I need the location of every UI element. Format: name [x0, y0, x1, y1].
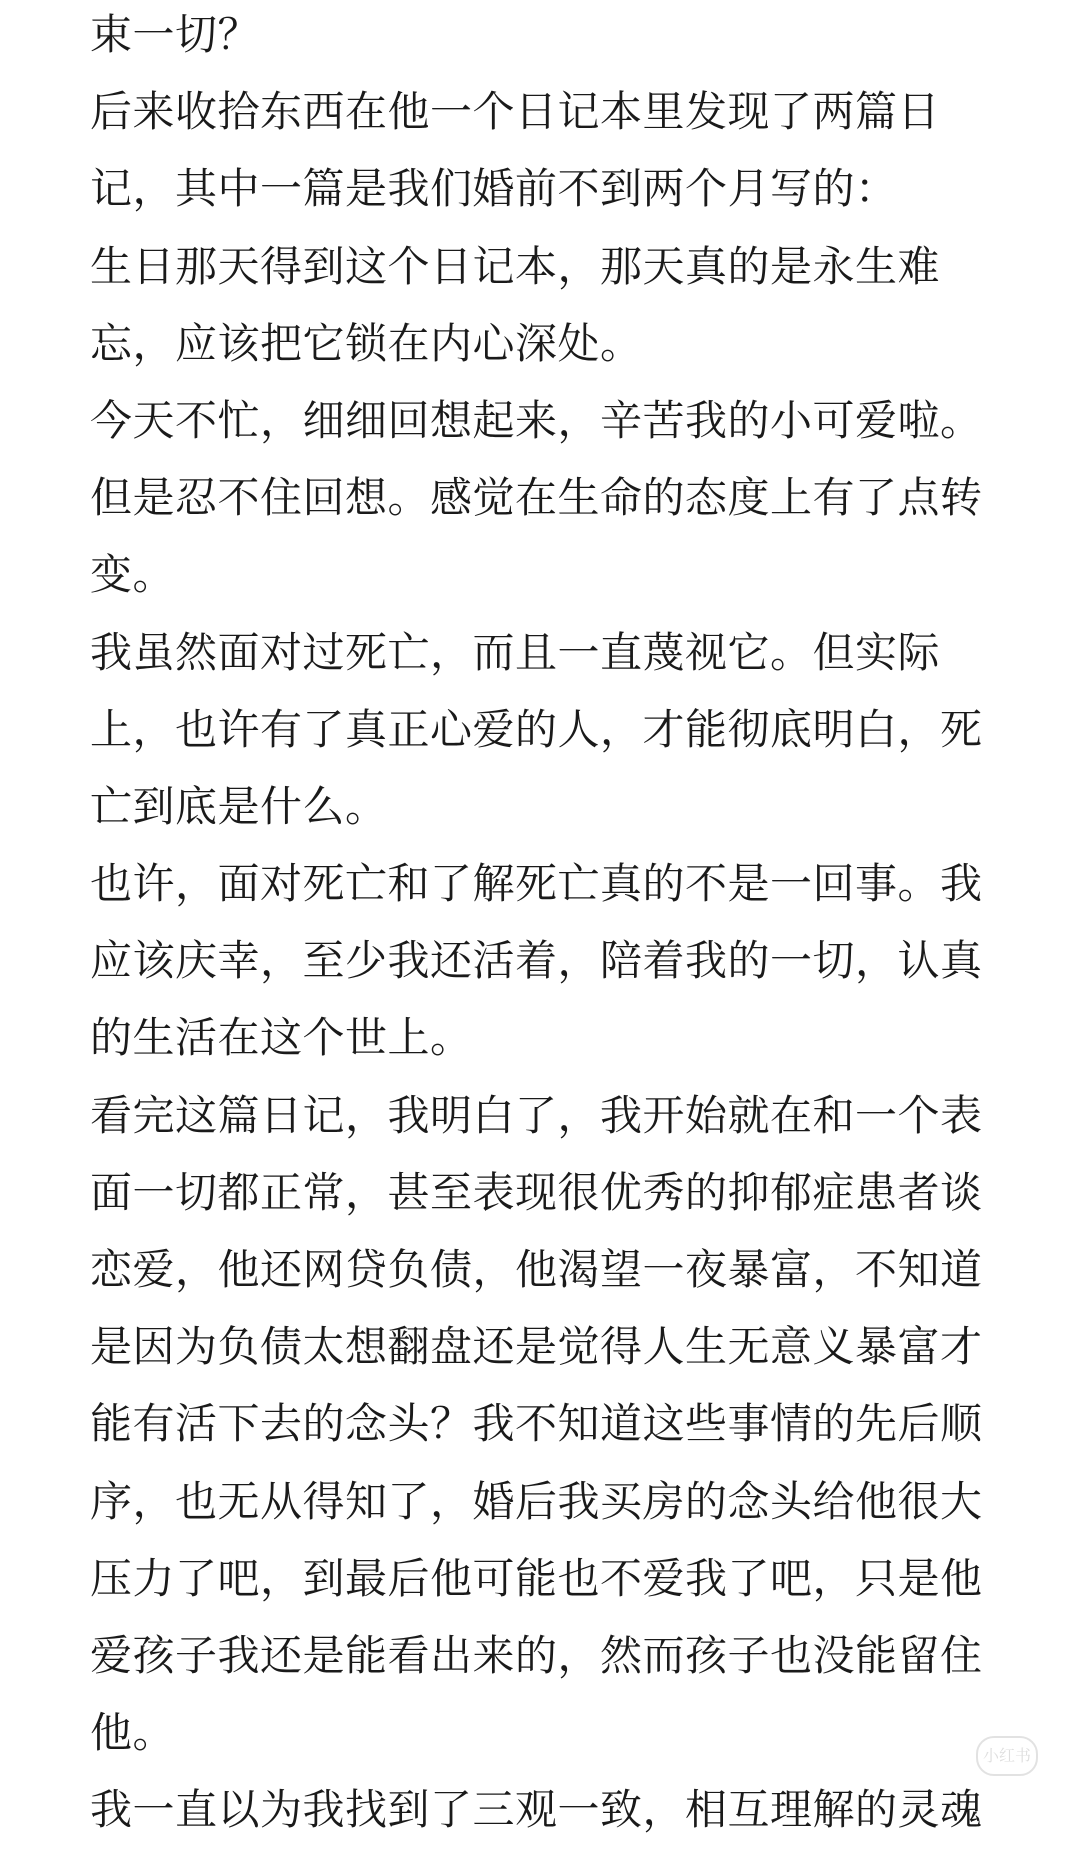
article-line: 变。 — [90, 550, 176, 600]
article-line: 但是忍不住回想。感觉在生命的态度上有了点转 — [90, 473, 983, 523]
article-line: 是因为负债太想翻盘还是觉得人生无意义暴富才 — [90, 1322, 983, 1372]
article-line: 应该庆幸，至少我还活着，陪着我的一切，认真 — [90, 936, 983, 986]
article-line: 今天不忙，细细回想起来，辛苦我的小可爱啦。 — [90, 395, 983, 445]
article-line: 我一直以为我找到了三观一致，相互理解的灵魂 — [90, 1785, 983, 1835]
article-line: 他。 — [90, 1708, 176, 1758]
article-line: 亡到底是什么。 — [90, 781, 388, 831]
article-body — [90, 0, 1010, 1849]
watermark — [922, 1730, 1052, 1820]
article-line: 忘，应该把它锁在内心深处。 — [90, 318, 643, 368]
article-line: 后来收拾东西在他一个日记本里发现了两篇日 — [90, 87, 941, 137]
article-line: 压力了吧，到最后他可能也不爱我了吧，只是他 — [90, 1553, 983, 1603]
watermark-logo: 小红书 — [976, 1736, 1038, 1776]
article-line: 面一切都正常，甚至表现很优秀的抑郁症患者谈 — [90, 1167, 983, 1217]
article-line: 序，也无从得知了，婚后我买房的念头给他很大 — [90, 1476, 983, 1526]
article-line: 恋爱，他还网贷负债，他渴望一夜暴富，不知道 — [90, 1245, 983, 1294]
article-line: 记，其中一篇是我们婚前不到两个月写的： — [90, 164, 898, 214]
article-line: 上，也许有了真正心爱的人，才能彻底明白，死 — [90, 704, 983, 754]
article-line: 能有活下去的念头？我不知道这些事情的先后顺 — [90, 1399, 983, 1449]
article-line: 生日那天得到这个日记本，那天真的是永生难 — [90, 241, 941, 291]
article-line: 看完这篇日记，我明白了，我开始就在和一个表 — [90, 1090, 983, 1140]
article-line: 束一切？ — [90, 10, 261, 59]
article-line: 我虽然面对过死亡，而且一直蔑视它。但实际 — [90, 627, 941, 677]
article-line: 爱孩子我还是能看出来的，然而孩子也没能留住 — [90, 1630, 983, 1680]
article-line: 也许，面对死亡和了解死亡真的不是一回事。我 — [90, 859, 983, 909]
article-line: 的生活在这个世上。 — [90, 1013, 473, 1063]
